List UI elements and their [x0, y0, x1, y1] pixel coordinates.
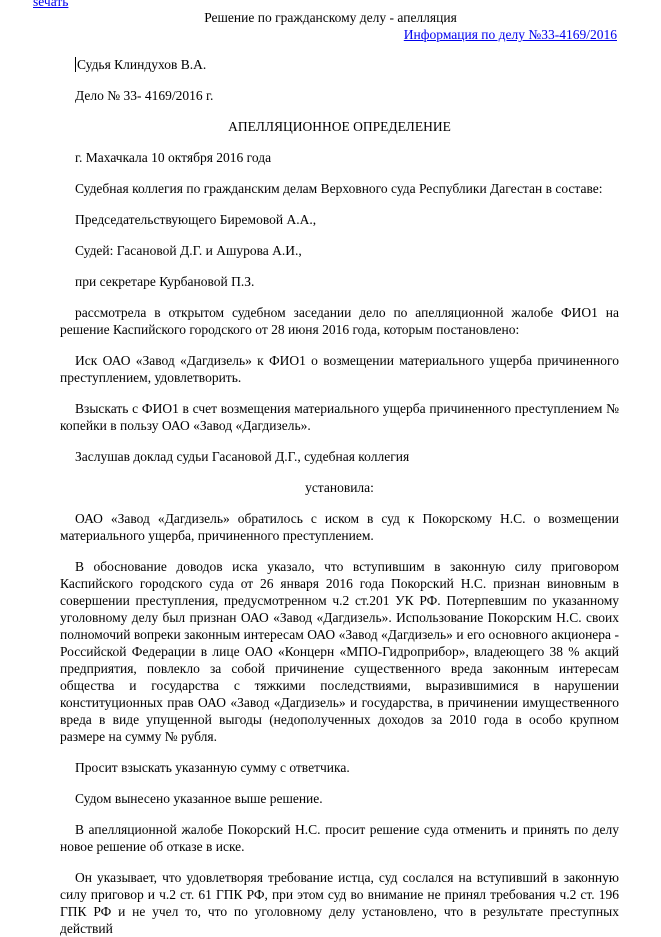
place-date: г. Махачкала 10 октября 2016 года — [75, 150, 272, 165]
document-body — [60, 56, 619, 937]
paragraph-recover: Взыскать с ФИО1 в счет возмещения материального ущерба причиненного преступлением № копейки в пользу ОАО «Завод «Дагдизель». — [60, 401, 619, 433]
paragraph-board: Судебная коллегия по гражданским делам Верховного суда Республики Дагестан в составе: — [75, 181, 603, 196]
judge-line — [60, 56, 619, 73]
paragraph-established: установила: — [305, 480, 374, 495]
paragraph-appeal: В апелляционной жалобе Покорский Н.С. просит решение суда отменить и принять по делу новое решение об отказе в иске. — [60, 822, 619, 854]
text-cursor — [75, 57, 76, 72]
case-number: Дело № 33- 4169/2016 г. — [75, 88, 214, 103]
paragraph-plant: ОАО «Завод «Дагдизель» обратилось с иском в суд к Покорскому Н.С. о возмещении материального ущерба, причиненного преступлением. — [60, 511, 619, 543]
paragraph-presiding: Председательствующего Биремовой А.А., — [75, 212, 317, 227]
document-title: Решение по гражданскому делу - апелляция — [204, 10, 457, 25]
paragraph-points: Он указывает, что удовлетворяя требование истца, суд сослался на вступивший в законную силу приговор и ч.2 ст. 61 ГПК РФ, при этом суд во внимание не принял требования ч.2 ст. 196 ГПК РФ и не учел то, что по уголовному делу установлено, что в результате преступных действий — [60, 870, 619, 936]
judge-name: Судья Клиндухов В.А. — [77, 57, 207, 72]
case-info-link[interactable]: Информация по делу №33-4169/2016 — [403, 27, 617, 42]
decision-heading: АПЕЛЛЯЦИОННОЕ ОПРЕДЕЛЕНИЕ — [228, 119, 451, 134]
paragraph-heard: Заслушав доклад судьи Гасановой Д.Г., судебная коллегия — [75, 449, 410, 464]
print-link[interactable]: sечать — [33, 0, 69, 9]
paragraph-secretary: при секретаре Курбановой П.З. — [75, 274, 255, 289]
paragraph-judges: Судей: Гасановой Д.Г. и Ашурова А.И., — [75, 243, 302, 258]
paragraph-claim: Иск ОАО «Завод «Дагдизель» к ФИО1 о возмещении материального ущерба причиненного преступлением, удовлетворить. — [60, 353, 619, 385]
paragraph-considered: рассмотрела в открытом судебном заседании дело по апелляционной жалобе ФИО1 на решение Каспийского городского от 28 июня 2016 года, которым постановлено: — [60, 305, 619, 337]
paragraph-asks: Просит взыскать указанную сумму с ответчика. — [75, 760, 350, 775]
paragraph-decision: Судом вынесено указанное выше решение. — [75, 791, 323, 806]
paragraph-grounds: В обоснование доводов иска указало, что вступившим в законную силу приговором Каспийского городского суда от 26 января 2016 года Покорский Н.С. признан виновным в совершении преступления, предусмотренном ч.2 ст.201 УК РФ. Потерпевшим по указанному уголовному делу был признан ОАО «Завод «Дагдизель». Использование Покорским Н.С. своих полномочий вопреки законным интересам ОАО «Завод «Дагдизель» и его основного акционера - Российской Федерации в лице ОАО «Концерн «МПО-Гидроприбор», владеющего 38 % акций предприятия, повлекло за собой причинение существенного вреда законным интересам общества и государства с тяжкими последствиями, выразившимися в нарушении конституционных прав ОАО «Завод «Дагдизель» и государства, в причинении имущественного вреда в виде упущенной выгоды (недополученных доходов за 2010 года в особо крупном размере на сумму № рубля. — [60, 559, 619, 744]
